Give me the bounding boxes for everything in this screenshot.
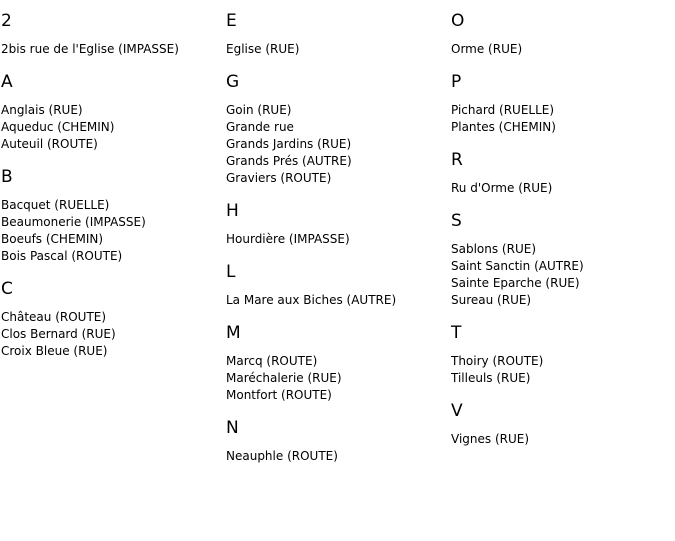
street-link[interactable]: Château (ROUTE) [1, 310, 107, 324]
street-link[interactable]: Sureau (RUE) [451, 293, 532, 307]
street-link[interactable]: 2bis rue de l'Eglise (IMPASSE) [1, 42, 179, 56]
letter-heading: P [451, 72, 462, 92]
street-link[interactable]: Boeufs (CHEMIN) [1, 232, 104, 246]
letter-heading: T [451, 323, 462, 343]
letter-heading: O [451, 11, 465, 31]
street-link[interactable]: Beaumonerie (IMPASSE) [1, 215, 146, 229]
letter-heading: V [451, 401, 463, 421]
street-link[interactable]: Auteuil (ROUTE) [1, 137, 98, 151]
street-link[interactable]: Plantes (CHEMIN) [451, 120, 556, 134]
letter-group [451, 210, 671, 309]
letter-group [226, 71, 446, 187]
street-link[interactable]: Neauphle (ROUTE) [226, 449, 338, 463]
street-link[interactable]: Ru d'Orme (RUE) [451, 181, 553, 195]
letter-group [226, 322, 446, 404]
letter-heading: C [1, 279, 13, 299]
letter-group [451, 10, 671, 58]
letter-group [226, 417, 446, 465]
street-link[interactable]: Thoiry (ROUTE) [451, 354, 544, 368]
letter-group [451, 400, 671, 448]
street-link[interactable]: Hourdière (IMPASSE) [226, 232, 350, 246]
letter-group [1, 278, 221, 360]
letter-group [451, 322, 671, 387]
street-link[interactable]: Montfort (ROUTE) [226, 388, 332, 402]
street-link[interactable]: Maréchalerie (RUE) [226, 371, 342, 385]
letter-heading: 2 [1, 11, 12, 31]
letter-group [1, 166, 221, 265]
street-link[interactable]: Saint Sanctin (AUTRE) [451, 259, 584, 273]
index-column-3 [451, 10, 671, 448]
street-link[interactable]: Anglais (RUE) [1, 103, 83, 117]
street-link[interactable]: Sablons (RUE) [451, 242, 537, 256]
letter-heading: B [1, 167, 13, 187]
letter-heading: M [226, 323, 241, 343]
street-link[interactable]: Bacquet (RUELLE) [1, 198, 110, 212]
street-link[interactable]: Grands Jardins (RUE) [226, 137, 352, 151]
street-link[interactable]: Croix Bleue (RUE) [1, 344, 108, 358]
street-link[interactable]: Clos Bernard (RUE) [1, 327, 116, 341]
street-link[interactable]: Eglise (RUE) [226, 42, 300, 56]
letter-heading: R [451, 150, 463, 170]
street-link[interactable]: Grande rue [226, 120, 294, 134]
letter-group [451, 71, 671, 136]
street-link[interactable]: La Mare aux Biches (AUTRE) [226, 293, 397, 307]
street-link[interactable]: Sainte Eparche (RUE) [451, 276, 580, 290]
letter-heading: A [1, 72, 13, 92]
street-link[interactable]: Tilleuls (RUE) [451, 371, 531, 385]
letter-heading: L [226, 262, 236, 282]
street-link[interactable]: Graviers (ROUTE) [226, 171, 332, 185]
letter-heading: H [226, 201, 239, 221]
letter-heading: G [226, 72, 240, 92]
street-link[interactable]: Aqueduc (CHEMIN) [1, 120, 115, 134]
street-link[interactable]: Pichard (RUELLE) [451, 103, 555, 117]
letter-heading: E [226, 11, 237, 31]
letter-group [226, 200, 446, 248]
street-link[interactable]: Marcq (ROUTE) [226, 354, 318, 368]
index-column-2 [226, 10, 446, 465]
street-link[interactable]: Vignes (RUE) [451, 432, 530, 446]
index-column-1 [1, 10, 221, 360]
letter-heading: S [451, 211, 462, 231]
letter-group [1, 71, 221, 153]
street-link[interactable]: Grands Prés (AUTRE) [226, 154, 352, 168]
street-link[interactable]: Goin (RUE) [226, 103, 292, 117]
street-link[interactable]: Orme (RUE) [451, 42, 523, 56]
letter-group [226, 261, 446, 309]
letter-group [1, 10, 221, 58]
letter-group [451, 149, 671, 197]
street-link[interactable]: Bois Pascal (ROUTE) [1, 249, 123, 263]
letter-heading: N [226, 418, 239, 438]
letter-group [226, 10, 446, 58]
